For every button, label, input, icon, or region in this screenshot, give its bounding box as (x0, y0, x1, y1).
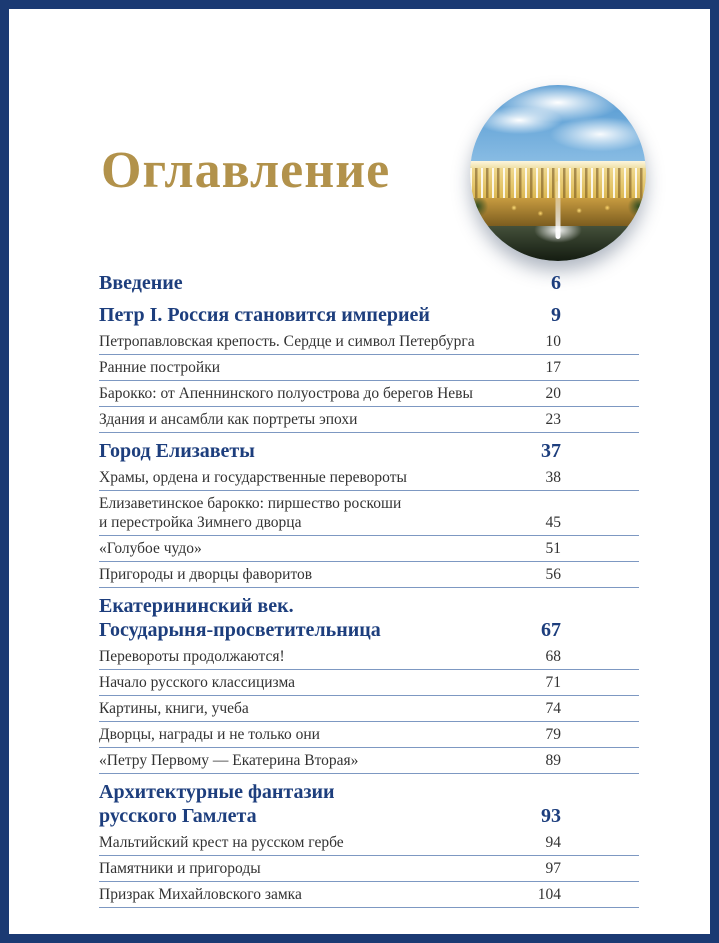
toc-entry-title (99, 271, 551, 295)
toc-entry-title (99, 384, 546, 403)
toc-entry-line: Ранние постройки (99, 359, 221, 376)
toc-entry-title (99, 494, 546, 532)
toc-entry (99, 644, 639, 670)
toc-entry-title (99, 780, 541, 828)
toc-entry-page: 68 (545, 648, 561, 665)
photo-fountain-jet (556, 181, 561, 239)
toc-entry-title (99, 303, 551, 327)
toc-entry-line: Петропавловская крепость. Сердце и символ Петербурга (99, 333, 475, 350)
toc-entry-line: и перестройка Зимнего дворца (99, 514, 302, 531)
toc-entry (99, 491, 639, 536)
toc-entry-line: Здания и ансамбли как портреты эпохи (99, 411, 358, 428)
page-title: Оглавление (101, 142, 391, 199)
toc-entry (99, 670, 639, 696)
toc-entry (99, 588, 639, 644)
toc-entry-page: 6 (551, 272, 561, 294)
toc-entry-title (99, 885, 538, 904)
toc-entry-line: Мальтийский крест на русском гербе (99, 834, 344, 851)
toc-entry-title (99, 332, 546, 351)
toc-entry-line: Елизаветинское барокко: пиршество роскоши (99, 495, 402, 512)
toc-entry-page: 17 (545, 359, 561, 376)
toc-entry-page: 89 (545, 752, 561, 769)
toc-entry-page: 20 (545, 385, 561, 402)
toc-entry-line: Перевороты продолжаются! (99, 648, 285, 665)
toc-entry (99, 297, 639, 329)
toc-entry-line: Храмы, ордена и государственные перевороты (99, 469, 407, 486)
toc-entry-title (99, 859, 546, 878)
toc-entry-page: 94 (545, 834, 561, 851)
toc-entry-line: «Голубое чудо» (99, 540, 202, 557)
toc-entry-line: Город Елизаветы (99, 440, 255, 462)
toc-entry-line: русского Гамлета (99, 805, 257, 827)
toc-entry-page: 9 (551, 304, 561, 326)
toc-entry-title (99, 539, 546, 558)
toc-entry (99, 696, 639, 722)
toc-entry-page: 51 (545, 540, 561, 557)
toc-entry-line: Петр I. Россия становится империей (99, 304, 430, 326)
toc-entry-page: 37 (541, 440, 561, 462)
toc-entry-line: Пригороды и дворцы фаворитов (99, 566, 313, 583)
toc-entry-page: 38 (545, 469, 561, 486)
toc-entry-line: Картины, книги, учеба (99, 700, 249, 717)
toc-entry-title (99, 410, 546, 429)
toc-entry-page: 67 (541, 619, 561, 641)
toc-entry (99, 265, 639, 297)
toc-entry-title (99, 673, 546, 692)
toc-entry (99, 722, 639, 748)
toc-entry-page: 45 (545, 514, 561, 531)
toc-entry-line: Памятники и пригороды (99, 860, 261, 877)
toc-entry-page: 71 (545, 674, 561, 691)
toc-entry-title (99, 439, 541, 463)
toc-entry-title (99, 594, 541, 642)
photo-palace-roof (470, 161, 646, 168)
toc-entry-title (99, 565, 546, 584)
toc-entry (99, 856, 639, 882)
toc-entry-title (99, 699, 546, 718)
toc-entry (99, 381, 639, 407)
toc-entry (99, 465, 639, 491)
toc-entry (99, 748, 639, 774)
toc-entry (99, 830, 639, 856)
toc-entry-title (99, 647, 546, 666)
table-of-contents (99, 265, 639, 908)
toc-entry-title (99, 725, 546, 744)
toc-entry-line: Призрак Михайловского замка (99, 886, 302, 903)
toc-entry-title (99, 468, 546, 487)
toc-entry-title (99, 833, 546, 852)
toc-entry (99, 562, 639, 588)
toc-entry (99, 433, 639, 465)
toc-entry (99, 536, 639, 562)
toc-entry-page: 74 (545, 700, 561, 717)
toc-entry-page: 97 (545, 860, 561, 877)
peterhof-palace-photo (470, 85, 646, 261)
toc-entry-page: 93 (541, 805, 561, 827)
toc-entry (99, 882, 639, 908)
toc-entry-line: Дворцы, награды и не только они (99, 726, 320, 743)
toc-entry-line: Государыня-просветительница (99, 619, 381, 641)
toc-entry-title (99, 751, 546, 770)
toc-entry-line: Барокко: от Апеннинского полуострова до берегов Невы (99, 385, 473, 402)
toc-entry-page: 56 (545, 566, 561, 583)
toc-entry-title (99, 358, 546, 377)
toc-entry-page: 104 (537, 886, 561, 903)
toc-entry (99, 355, 639, 381)
toc-entry-line: «Петру Первому — Екатерина Вторая» (99, 752, 359, 769)
toc-entry-line: Архитектурные фантазии (99, 781, 335, 803)
toc-entry (99, 407, 639, 433)
toc-entry-line: Начало русского классицизма (99, 674, 296, 691)
toc-entry-line: Екатерининский век. (99, 595, 294, 617)
toc-entry (99, 774, 639, 830)
toc-entry (99, 329, 639, 355)
toc-entry-line: Введение (99, 272, 183, 294)
toc-entry-page: 10 (545, 333, 561, 350)
toc-entry-page: 79 (545, 726, 561, 743)
toc-entry-page: 23 (545, 411, 561, 428)
